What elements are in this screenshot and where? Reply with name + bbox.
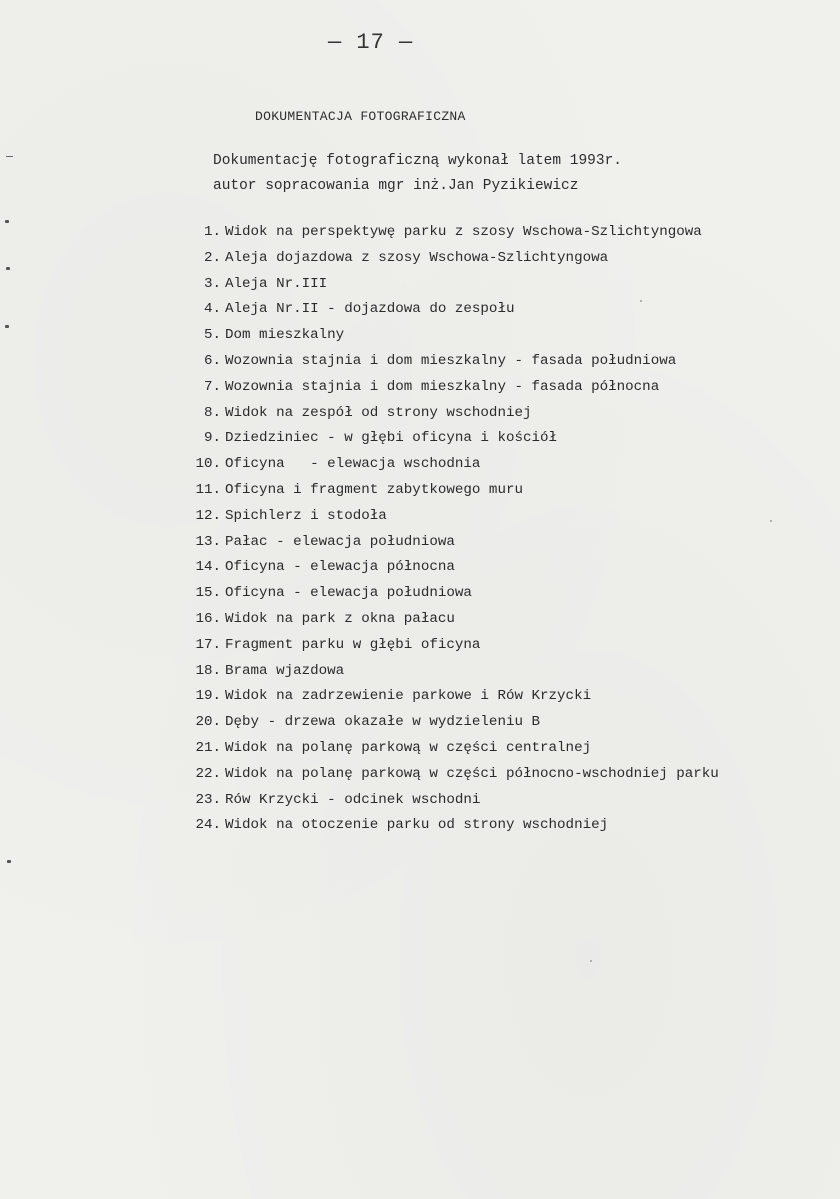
item-number: 16. [195,610,221,627]
item-text: Spichlerz i stodoła [225,507,387,524]
list-item [175,762,719,788]
list-item [175,375,719,401]
page-number: — 17 — [328,30,414,55]
margin-mark [7,860,11,863]
item-text: Aleja dojazdowa z szosy Wschowa-Szlichtyngowa [225,249,609,266]
item-number: 19. [195,688,221,705]
list-item [175,607,719,633]
item-text: Dziedziniec - w głębi oficyna i kościół [225,430,558,447]
item-text: Oficyna - elewacja południowa [225,585,472,602]
list-item [175,401,719,427]
item-number: 2. [203,249,221,266]
paper-speck [590,960,592,962]
item-text: Oficyna i fragment zabytkowego muru [225,481,523,498]
item-number: 15. [195,585,221,602]
list-item [175,504,719,530]
item-text: Widok na polanę parkową w części północno-wschodniej parku [225,765,719,782]
item-text: Pałac - elewacja południowa [225,533,455,550]
margin-mark [5,325,9,328]
item-text: Dom mieszkalny [225,327,345,344]
item-number: 18. [195,662,221,679]
list-item [175,323,719,349]
item-number: 21. [195,739,221,756]
item-text: Brama wjazdowa [225,662,345,679]
list-item [175,684,719,710]
item-number: 1. [203,224,221,240]
item-text: Widok na zespół od strony wschodniej [225,404,532,421]
item-text: Widok na polanę parkową w części centralnej [225,739,592,756]
item-number: 4. [203,301,221,318]
list-item [175,659,719,685]
item-number: 17. [195,636,221,653]
photo-list [175,220,719,839]
item-text: Wozownia stajnia i dom mieszkalny - fasada południowa [225,352,677,369]
item-number: 6. [203,352,221,369]
intro-line: autor sopracowania mgr inż.Jan Pyzikiewicz [213,178,579,194]
item-number: 20. [195,714,221,731]
item-number: 14. [195,559,221,576]
list-item [175,452,719,478]
list-item [175,297,719,323]
item-text: Widok na park z okna pałacu [225,610,455,627]
list-item [175,272,719,298]
item-number: 23. [195,791,221,808]
margin-mark [6,156,13,157]
item-number: 7. [203,378,221,395]
item-number: 24. [195,817,221,834]
item-number: 12. [195,507,221,524]
item-number: 9. [203,430,221,447]
item-text: Oficyna - elewacja północna [225,559,455,576]
item-text: Widok na zadrzewienie parkowe i Rów Krzycki [225,688,592,705]
margin-mark [6,267,10,270]
item-text: Aleja Nr.II - dojazdowa do zespołu [225,301,515,318]
list-item [175,788,719,814]
list-item [175,246,719,272]
item-number: 5. [203,327,221,344]
item-number: 10. [195,456,221,473]
item-text: Dęby - drzewa okazałe w wydzieleniu B [225,714,541,731]
list-item [175,736,719,762]
list-item [175,813,719,839]
list-item [175,220,719,246]
item-number: 8. [203,404,221,421]
list-item [175,581,719,607]
item-text: Widok na otoczenie parku od strony wschodniej [225,817,609,834]
list-item [175,633,719,659]
item-text: Wozownia stajnia i dom mieszkalny - fasada północna [225,378,660,395]
list-item [175,710,719,736]
item-text: Oficyna - elewacja wschodnia [225,456,481,473]
item-text: Rów Krzycki - odcinek wschodni [225,791,481,808]
item-text: Fragment parku w głębi oficyna [225,636,481,653]
item-number: 3. [203,275,221,292]
item-number: 13. [195,533,221,550]
list-item [175,426,719,452]
item-number: 11. [195,481,221,498]
margin-mark [5,220,9,223]
item-number: 22. [195,765,221,782]
intro-line: Dokumentację fotograficzną wykonał latem 1993r. [213,153,622,169]
list-item [175,530,719,556]
paper-speck [770,520,772,522]
item-text: Widok na perspektywę parku z szosy Wschowa-Szlichtyngowa [225,224,702,240]
list-item [175,478,719,504]
item-text: Aleja Nr.III [225,275,328,292]
document-title: DOKUMENTACJA FOTOGRAFICZNA [255,109,466,124]
list-item [175,349,719,375]
list-item [175,555,719,581]
